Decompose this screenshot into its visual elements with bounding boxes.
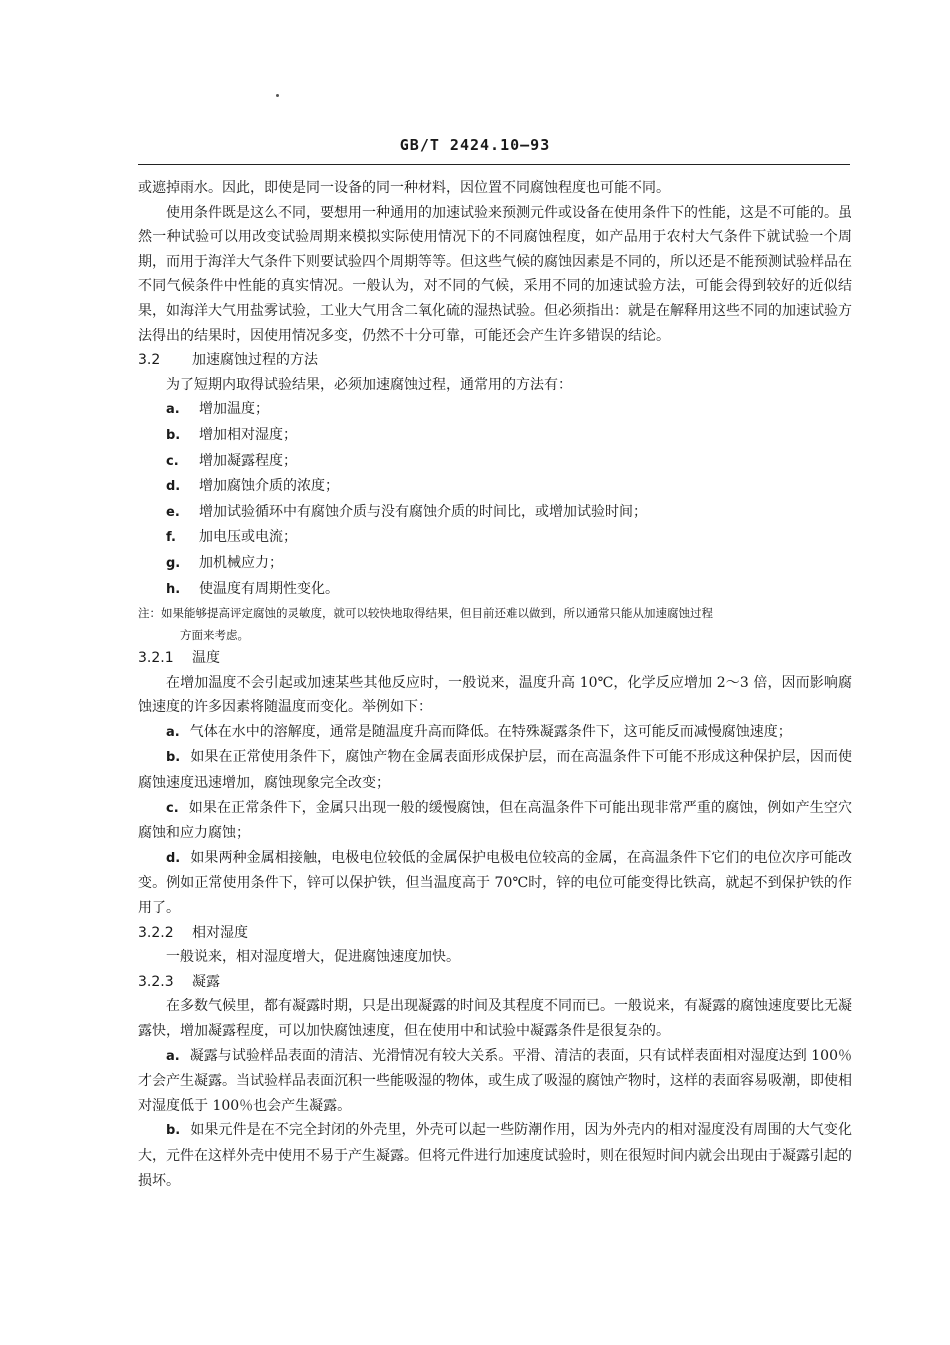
item-label: f. <box>166 530 176 546</box>
item-text: 如果元件是在不完全封闭的外壳里，外壳可以起一些防潮作用，因为外壳内的相对湿度没有周围的大气变化大，元件在这样外壳中使用不易于产生凝露。但将元件进行加速度试验时，则在很短时间内就会出现由于凝露引起的损坏。 <box>138 1122 852 1189</box>
list-item <box>138 577 852 603</box>
list-item <box>138 449 852 475</box>
item-text: 如果在正常使用条件下，腐蚀产物在金属表面形成保护层，而在高温条件下可能不形成这种保护层，因而使腐蚀速度迅速增加，腐蚀现象完全改变； <box>138 749 852 792</box>
section-number: 3.2.3 <box>138 973 174 990</box>
section-heading-3-2-1 <box>138 646 852 671</box>
paragraph-continuation: 或遮掉雨水。因此，即使是同一设备的同一种材料，因位置不同腐蚀程度也可能不同。 <box>138 180 670 196</box>
item-label: a. <box>166 724 180 740</box>
section-title: 凝露 <box>192 973 220 990</box>
list-paragraph <box>138 745 852 795</box>
item-text: 如果两种金属相接触，电极电位较低的金属保护电极电位较高的金属，在高温条件下它们的电位次序可能改变。例如正常使用条件下，锌可以保护铁，但当温度高于 70℃时，锌的电位可能变得比铁高，就起不到保护铁的作用了。 <box>138 849 852 917</box>
item-text: 使温度有周期性变化。 <box>199 580 339 597</box>
list-item <box>138 423 852 449</box>
item-label: c. <box>166 800 179 816</box>
section-heading-3-2 <box>138 348 852 373</box>
section-heading-3-2-3 <box>138 970 852 995</box>
item-text: 凝露与试验样品表面的清洁、光滑情况有较大关系。平滑、清洁的表面，只有试样表面相对湿度达到 100％才会产生凝露。当试验样品表面沉积一些能吸湿的物体，或生成了吸湿的腐蚀产物时，这样的表面容易吸潮，即使相对湿度低于 100％也会产生凝露。 <box>138 1047 852 1114</box>
item-label: g. <box>166 555 181 571</box>
scan-speck <box>276 94 279 97</box>
item-label: b. <box>166 427 181 443</box>
note-line-2: 方面来考虑。 <box>180 628 249 643</box>
list-item <box>138 551 852 577</box>
paragraph-usage-conditions: 使用条件既是这么不同，要想用一种通用的加速试验来预测元件或设备在使用条件下的性能，这是不可能的。虽然一种试验可以用改变试验周期来模拟实际使用情况下的不同腐蚀程度，如产品用于农村大气条件下就试验一个周期，而用于海洋大气条件下则要试验四个周期等等。但这些气候的腐蚀因素是不同的，所以还是不能预测试验样品在不同气候条件中性能的真实情况。一般认为，对不同的气候，采用不同的加速试验方法，可能会得到较好的近似结果，如海洋大气用盐雾试验，工业大气用含二氧化硫的湿热试验。但必须指出：就是在解释用这些不同的加速试验方法得出的结果时，因使用情况多变，仍然不十分可靠，可能还会产生许多错误的结论。 <box>138 204 852 344</box>
list-item <box>138 525 852 551</box>
section-number: 3.2.2 <box>138 924 174 941</box>
section-title: 加速腐蚀过程的方法 <box>192 352 318 369</box>
section-3-2-1-intro: 在增加温度不会引起或加速某些其他反应时，一般说来，温度升高 10℃，化学反应增加 2～3 倍，因而影响腐蚀速度的许多因素将随温度而变化。举例如下： <box>138 674 852 716</box>
document-body <box>138 176 852 1193</box>
item-label: h. <box>166 581 181 597</box>
section-number: 3.2 <box>138 352 161 369</box>
list-paragraph <box>138 1118 852 1193</box>
section-number: 3.2.1 <box>138 650 174 667</box>
list-item <box>138 397 852 423</box>
item-label: d. <box>166 479 181 495</box>
item-text: 增加腐蚀介质的浓度； <box>199 478 339 495</box>
item-label: a. <box>166 1048 180 1064</box>
item-text: 气体在水中的溶解度，通常是随温度升高而降低。在特殊凝露条件下，这可能反而减慢腐蚀速度； <box>189 723 792 740</box>
item-text: 增加凝露程度； <box>199 452 297 469</box>
item-text: 增加相对湿度； <box>199 426 297 443</box>
item-label: a. <box>166 402 180 418</box>
item-label: b. <box>166 1123 181 1139</box>
section-title: 温度 <box>192 650 220 667</box>
item-text: 增加温度； <box>199 401 269 418</box>
list-item <box>138 474 852 500</box>
method-list <box>138 397 852 602</box>
item-text: 加电压或电流； <box>199 529 297 546</box>
item-label: d. <box>166 850 181 866</box>
header-rule <box>138 164 850 165</box>
item-label: b. <box>166 750 181 766</box>
list-paragraph <box>138 720 852 746</box>
section-title: 相对湿度 <box>192 924 248 941</box>
item-text: 增加试验循环中有腐蚀介质与没有腐蚀介质的时间比，或增加试验时间； <box>199 503 647 520</box>
item-text: 如果在正常条件下，金属只出现一般的缓慢腐蚀，但在高温条件下可能出现非常严重的腐蚀，例如产生空穴腐蚀和应力腐蚀； <box>138 799 852 842</box>
list-item <box>138 500 852 526</box>
section-3-2-3-intro: 在多数气候里，都有凝露时期，只是出现凝露的时间及其程度不同而已。一般说来，有凝露的腐蚀速度要比无凝露快，增加凝露程度，可以加快腐蚀速度，但在使用中和试验中凝露条件是很复杂的。 <box>138 998 852 1039</box>
list-paragraph <box>138 846 852 921</box>
note-line-1: 注：如果能够提高评定腐蚀的灵敏度，就可以较快地取得结果，但目前还难以做到，所以通常只能从加速腐蚀过程 <box>138 606 713 621</box>
item-text: 加机械应力； <box>199 554 283 571</box>
page-header-standard-number: GB/T 2424.10—93 <box>399 136 551 154</box>
list-paragraph <box>138 1044 852 1119</box>
list-paragraph <box>138 796 852 846</box>
section-3-2-intro: 为了短期内取得试验结果，必须加速腐蚀过程，通常用的方法有： <box>166 376 572 393</box>
section-heading-3-2-2 <box>138 921 852 946</box>
item-label: c. <box>166 453 179 469</box>
section-3-2-2-text: 一般说来，相对湿度增大，促进腐蚀速度加快。 <box>166 949 460 966</box>
item-label: e. <box>166 504 180 520</box>
